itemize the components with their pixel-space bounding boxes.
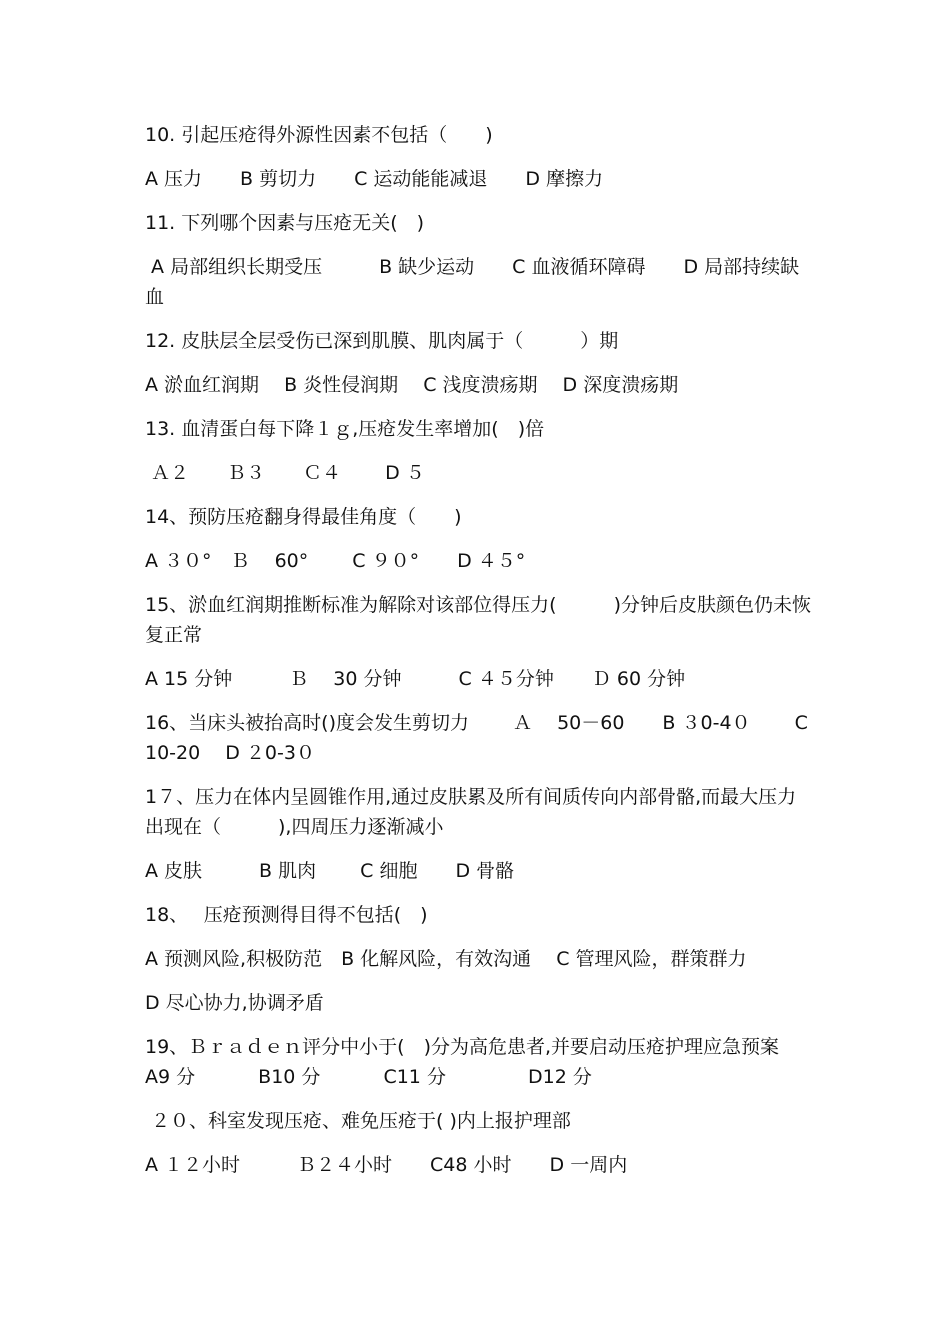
question-11: 11. 下列哪个因素与压疮无关( ) bbox=[145, 212, 425, 234]
question-18: 18、 压疮预测得目得不包括( ) bbox=[145, 904, 428, 926]
options-15: A 15 分钟 Ｂ 30 分钟 C ４５分钟 Ｄ 60 分钟 bbox=[145, 668, 686, 690]
question-17: 1７、压力在体内呈圆锥作用,通过皮肤累及所有间质传向内部骨骼,而最大压力出现在（ ),四周压力逐渐减小 bbox=[145, 786, 797, 838]
options-14: A ３０° Ｂ 60° C ９０° D ４５° bbox=[145, 550, 526, 572]
options-17: A 皮肤 B 肌肉 C 细胞 D 骨骼 bbox=[145, 860, 515, 882]
question-15: 15、淤血红润期推断标准为解除对该部位得压力( )分钟后皮肤颜色仍未恢复正常 bbox=[145, 594, 812, 646]
question-list bbox=[145, 120, 837, 1194]
options-20: A １２小时 Ｂ２４小时 C48 小时 D 一周内 bbox=[145, 1154, 628, 1176]
options-11: A 局部组织长期受压 B 缺少运动 C 血液循环障碍 D 局部持续缺血 bbox=[145, 256, 800, 308]
options-18-abc: A 预测风险,积极防范 B 化解风险，有效沟通 C 管理风险，群策群力 bbox=[145, 948, 747, 970]
question-12: 12. 皮肤层全层受伤已深到肌膜、肌肉属于（ ）期 bbox=[145, 330, 619, 352]
options-12: A 淤血红润期 B 炎性侵润期 C 浅度溃疡期 D 深度溃疡期 bbox=[145, 374, 679, 396]
question-13: 13. 血清蛋白每下降１ｇ,压疮发生率增加( )倍 bbox=[145, 418, 545, 440]
options-18-d: D 尽心协力,协调矛盾 bbox=[145, 992, 324, 1014]
question-10: 10. 引起压疮得外源性因素不包括（ ) bbox=[145, 124, 493, 146]
question-16: 16、当床头被抬高时()度会发生剪切力 Ａ 50－60 B ３0-4０ C 10-20 D ２0-3０ bbox=[145, 712, 814, 764]
options-13: Ａ２ Ｂ３ Ｃ４ D ５ bbox=[145, 462, 425, 484]
question-20: ２０、科室发现压疮、难免压疮于( )内上报护理部 bbox=[145, 1110, 571, 1132]
question-14: 14、预防压疮翻身得最佳角度（ ) bbox=[145, 506, 462, 528]
options-10: A 压力 B 剪切力 C 运动能能减退 D 摩擦力 bbox=[145, 168, 604, 190]
question-19: 19、Ｂｒａｄｅｎ评分中小于( )分为高危患者,并要启动压疮护理应急预案 A9 分 B10 分 C11 分 D12 分 bbox=[145, 1036, 837, 1088]
